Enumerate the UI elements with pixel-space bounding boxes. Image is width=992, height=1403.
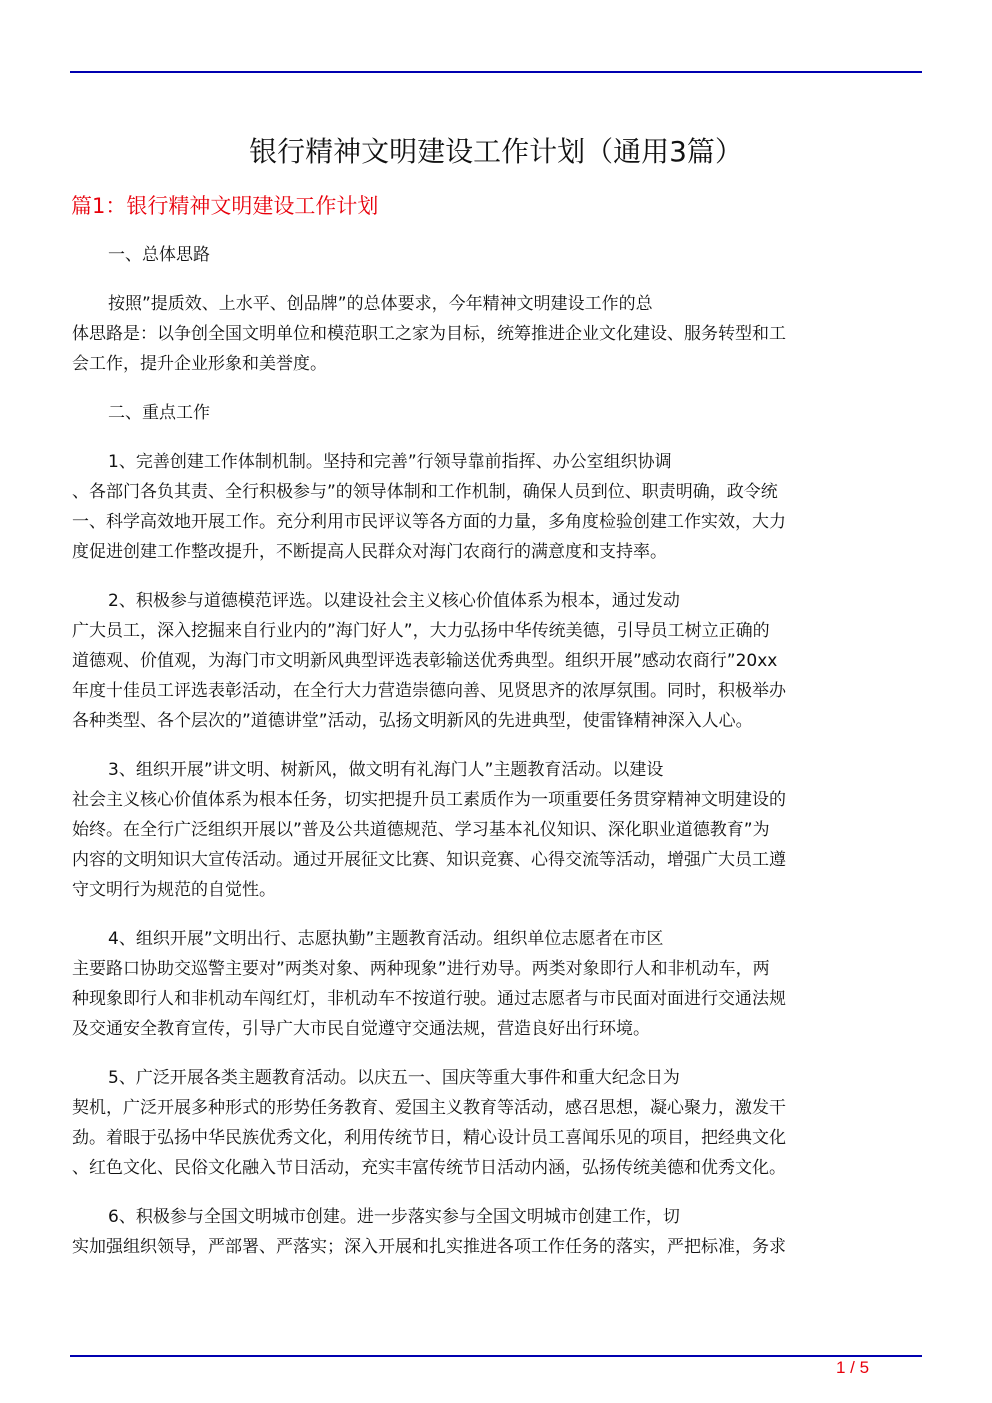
paragraph-line: 度促进创建工作整改提升，不断提高人民群众对海门农商行的满意度和支持率。 <box>72 542 667 562</box>
paragraph-line: 按照”提质效、上水平、创品牌”的总体要求，今年精神文明建设工作的总 <box>108 294 653 314</box>
paragraph <box>72 1202 922 1262</box>
paragraph-line: 守文明行为规范的自觉性。 <box>72 880 276 900</box>
paragraph <box>72 586 922 736</box>
paragraph-line: 、红色文化、民俗文化融入节日活动，充实丰富传统节日活动内涵，弘扬传统美德和优秀文化。 <box>72 1158 786 1178</box>
paragraph-line: 2、积极参与道德模范评选。以建设社会主义核心价值体系为根本，通过发动 <box>108 591 680 611</box>
paragraph-line: 种现象即行人和非机动车闯红灯，非机动车不按道行驶。通过志愿者与市民面对面进行交通法规 <box>72 989 786 1009</box>
paragraph-line: 实加强组织领导，严部署、严落实；深入开展和扎实推进各项工作任务的落实，严把标准，务求 <box>72 1237 786 1257</box>
paragraph <box>72 447 922 567</box>
paragraph-line: 一、科学高效地开展工作。充分利用市民评议等各方面的力量，多角度检验创建工作实效，大力 <box>72 512 786 532</box>
paragraph-line: 4、组织开展”文明出行、志愿执勤”主题教育活动。组织单位志愿者在市区 <box>108 929 664 949</box>
paragraph-line: 3、组织开展”讲文明、树新风，做文明有礼海门人”主题教育活动。以建设 <box>108 760 664 780</box>
paragraph <box>72 289 922 379</box>
paragraph-line: 内容的文明知识大宣传活动。通过开展征文比赛、知识竞赛、心得交流等活动，增强广大员工遵 <box>72 850 786 870</box>
paragraph <box>72 240 922 270</box>
paragraph-line: 、各部门各负其责、全行积极参与”的领导体制和工作机制，确保人员到位、职责明确，政令统 <box>72 482 778 502</box>
paragraph-line: 年度十佳员工评选表彰活动，在全行大力营造崇德向善、见贤思齐的浓厚氛围。同时，积极举办 <box>72 681 786 701</box>
paragraph-line: 社会主义核心价值体系为根本任务，切实把提升员工素质作为一项重要任务贯穿精神文明建设的 <box>72 790 786 810</box>
section-heading: 篇1：银行精神文明建设工作计划 <box>71 194 379 218</box>
paragraph-line: 5、广泛开展各类主题教育活动。以庆五一、国庆等重大事件和重大纪念日为 <box>108 1068 680 1088</box>
paragraph-line: 6、积极参与全国文明城市创建。进一步落实参与全国文明城市创建工作，切 <box>108 1207 680 1227</box>
paragraph-line: 会工作，提升企业形象和美誉度。 <box>72 354 327 374</box>
header-rule <box>70 71 922 73</box>
paragraph-line: 劲。着眼于弘扬中华民族优秀文化，利用传统节日，精心设计员工喜闻乐见的项目，把经典文化 <box>72 1128 786 1148</box>
paragraph-line: 广大员工，深入挖掘来自行业内的”海门好人”，大力弘扬中华传统美德，引导员工树立正确的 <box>72 621 770 641</box>
page-number: 1 / 5 <box>836 1358 870 1377</box>
document-title: 银行精神文明建设工作计划（通用3篇） <box>249 135 743 168</box>
paragraph <box>72 924 922 1044</box>
paragraph-line: 契机，广泛开展多种形式的形势任务教育、爱国主义教育等活动，感召思想，凝心聚力，激发干 <box>72 1098 786 1118</box>
paragraph-line: 始终。在全行广泛组织开展以”普及公共道德规范、学习基本礼仪知识、深化职业道德教育”为 <box>72 820 770 840</box>
paragraph-line: 1、完善创建工作体制机制。坚持和完善”行领导靠前指挥、办公室组织协调 <box>108 452 672 472</box>
document-body <box>72 240 922 1281</box>
paragraph-line: 各种类型、各个层次的”道德讲堂”活动，弘扬文明新风的先进典型，使雷锋精神深入人心。 <box>72 711 753 731</box>
paragraph <box>72 1063 922 1183</box>
paragraph-line: 道德观、价值观，为海门市文明新风典型评选表彰输送优秀典型。组织开展”感动农商行”20xx <box>72 651 778 671</box>
footer-rule <box>70 1355 922 1357</box>
paragraph-line: 体思路是：以争创全国文明单位和模范职工之家为目标，统筹推进企业文化建设、服务转型和工 <box>72 324 786 344</box>
paragraph-line: 一、总体思路 <box>108 245 210 265</box>
paragraph <box>72 398 922 428</box>
paragraph-line: 二、重点工作 <box>108 403 210 423</box>
paragraph-line: 及交通安全教育宣传，引导广大市民自觉遵守交通法规，营造良好出行环境。 <box>72 1019 650 1039</box>
paragraph-line: 主要路口协助交巡警主要对”两类对象、两种现象”进行劝导。两类对象即行人和非机动车，两 <box>72 959 770 979</box>
paragraph <box>72 755 922 905</box>
